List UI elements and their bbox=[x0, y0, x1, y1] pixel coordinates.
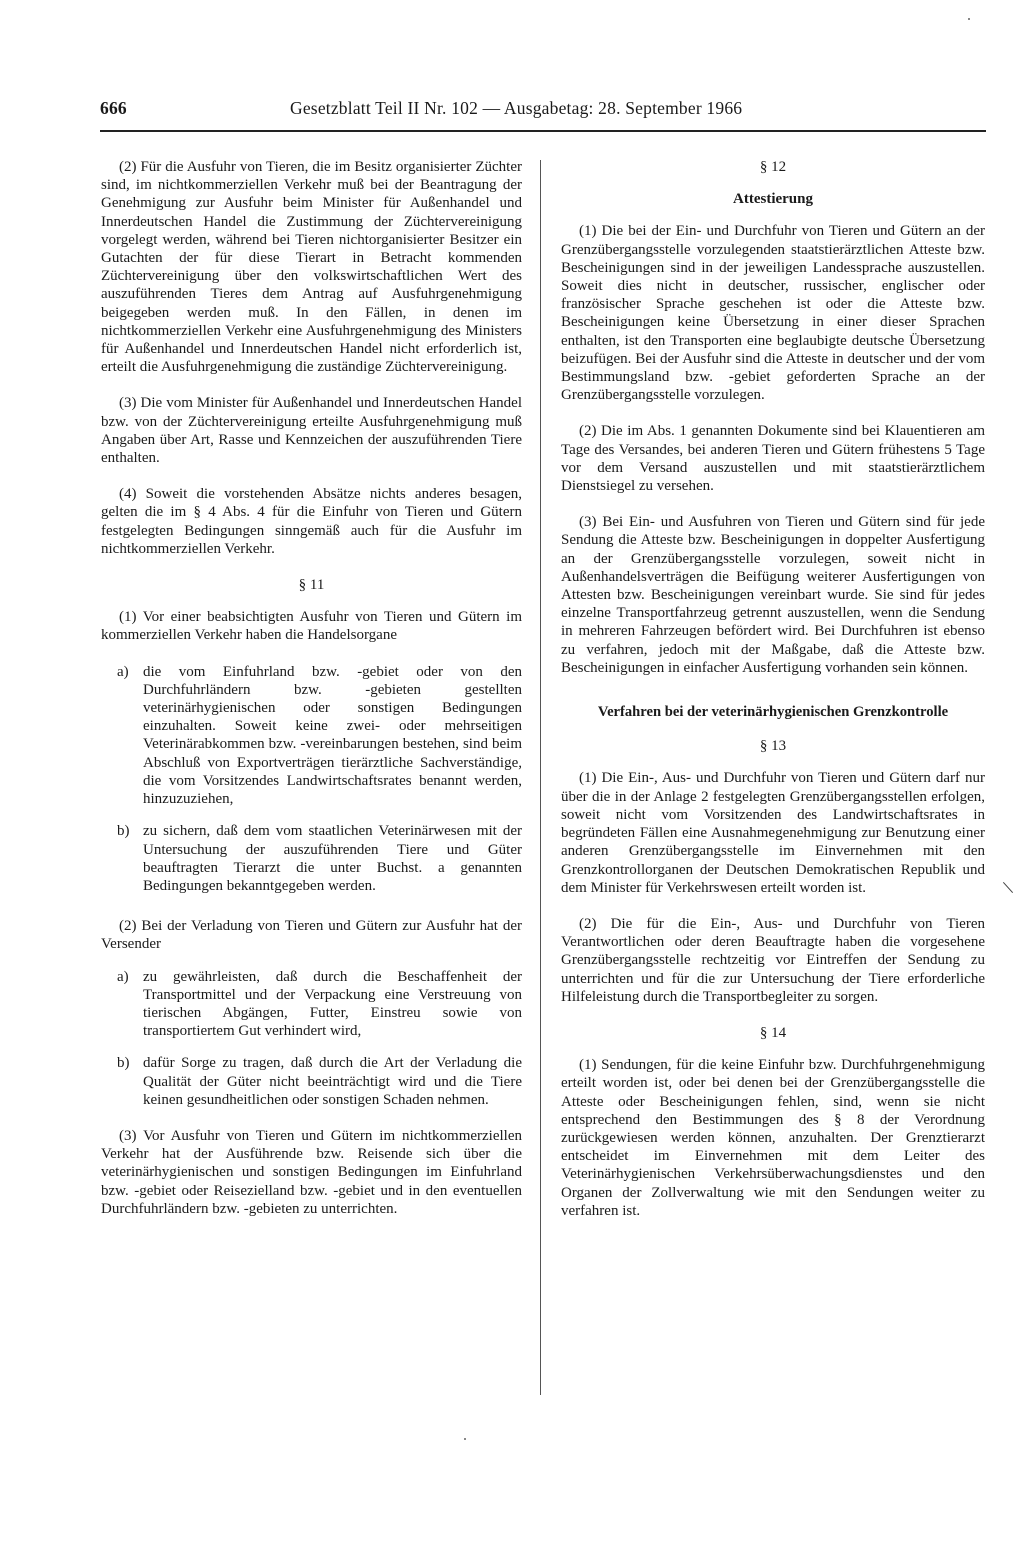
paragraph: (1) Die Ein-, Aus- und Durchfuhr von Tieren und Gütern darf nur über die in der Anlage 2 festgelegten Grenzübergangsstellen erfolgen, soweit nicht vom Vorsitzenden des Landwirtschaftsrates in begründeten Fällen eine Ausnahmegenehmigung zur Benutzung einer anderen Grenzübergangsstelle im Einvernehmen mit den Grenzkontrollorganen der Deutschen Demokratischen Republik und dem Minister für Verkehrswesen erteilt worden ist. bbox=[561, 770, 985, 896]
list-marker: a) bbox=[117, 663, 129, 680]
list-marker: b) bbox=[117, 823, 130, 840]
page-number: 666 bbox=[100, 98, 127, 118]
margin-mark bbox=[1003, 882, 1013, 893]
header-rule bbox=[100, 130, 986, 132]
list-marker: a) bbox=[117, 968, 129, 985]
paragraph: (2) Für die Ausfuhr von Tieren, die im Besitz organisierter Züchter sind, im nichtkommerziellen Verkehr muß bei der Beantragung der Genehmigung zur Ausfuhr beim Minister für Außenhandel und Innerdeutschen Handel die Zustimmung der Züchtervereinigung vorgelegt werden, während bei Tieren nichtorganisierter Besitzer ein Gutachten der für diese Tierart in Betracht kommenden Züchtervereinigung über den volkswirtschaftlichen Wert des auszuführenden Tieres dem Antrag auf Ausfuhrgenehmigung beigegeben werden muß. In den Fällen, in denen im nichtkommerziellen Verkehr eine Ausfuhrgenehmigung des Ministers für Außenhandel und Innerdeutschen Handel nicht erforderlich ist, erteilt die Ausfuhrgenehmigung die zuständige Züchtervereinigung. bbox=[101, 159, 522, 376]
paragraph: (2) Die im Abs. 1 genannten Dokumente sind bei Klauentieren am Tage des Versandes, bei anderen Tieren und Gütern frühestens 5 Tage vor dem Versand auszustellen und mit staatstierärztlichem Dienstsiegel zu versehen. bbox=[561, 423, 985, 495]
paragraph: (3) Bei Ein- und Ausfuhren von Tieren und Gütern sind für jede Sendung die Atteste bzw. Bescheinigungen in doppelter Ausfertigung an der Grenzübergangsstelle vorzulegen, soweit nicht in Außenhandelsverträgen die Beifügung weiterer Ausfertigungen von Attesten bzw. Bescheinigungen vereinbart wurde. Sie sind für jedes einzelne Transportfahrzeug getrennt auszustellen, wenn die Sendung in mehreren Fahrzeugen befördert wird. Bei Durchfuhren ist ebenso zu verfahren, jedoch mit der Maßgabe, daß die Atteste bzw. Bescheinigungen in einfacher Ausfertigung vorhanden sein können. bbox=[561, 514, 985, 676]
paragraph: (3) Vor Ausfuhr von Tieren und Gütern im nichtkommerziellen Verkehr hat der Ausführende bzw. Reisende sich über die veterinärhygienischen und sonstigen Bedingungen im Einfuhrland bzw. -gebiet oder Reisezielland bzw. -gebiet und in den eventuellen Durchfuhrländern bzw. -gebieten zu unterrichten. bbox=[101, 1127, 522, 1217]
paragraph: (3) Die vom Minister für Außenhandel und Innerdeutschen Handel bzw. von der Züchtervereinigung erteilte Ausfuhrgenehmigung muß Angaben über Art, Rasse und Kennzeichen der auszuführenden Tiere enthalten. bbox=[101, 395, 522, 467]
section-number: § 12 bbox=[759, 159, 787, 175]
list-item bbox=[117, 1054, 522, 1109]
list-text: die vom Einfuhrland bzw. -gebiet oder von den Durchfuhrländern bzw. -gebieten gestellten veterinärhygienischen oder sonstigen Bedingungen einzuhalten. Soweit keine zwei- oder mehrseitigen Veterinärabkommen bzw. -vereinbarungen bestehen, sind beim Abschluß von Exportverträgen tierärztliche Sachverständige, die vom Vorsitzendes Landwirtschaftsrates benannt werden, hinzuzuziehen, bbox=[143, 663, 522, 808]
section-title: Attestierung bbox=[733, 191, 813, 208]
list-text: zu gewährleisten, daß durch die Beschaffenheit der Transportmittel und der Verpackung eine Verstreuung von tierischen Abgängen, Futter, Einstreu sowie von transportiertem Gut verhindert wird, bbox=[143, 968, 522, 1040]
section-number: § 11 bbox=[298, 577, 325, 594]
left-column bbox=[101, 158, 522, 1236]
list-text: zu sichern, daß dem vom staatlichen Veterinärwesen mit der Untersuchung der auszuführenden Tiere und Güter beauftragten Tierarzt die unter Buchst. a genannten Bedingungen bekanntgegeben werden. bbox=[143, 823, 522, 894]
list-marker: b) bbox=[117, 1055, 130, 1072]
paragraph: (2) Die für die Ein-, Aus- und Durchfuhr von Tieren Verantwortlichen oder deren Beauftragte haben die vorgesehene Grenzübergangsstelle rechtzeitig vor Eintreffen der Sendung zu unterrichten und für die zur Untersuchung der Tiere erforderliche Hilfeleistung durch die Transportbegleiter zu sorgen. bbox=[561, 915, 985, 1005]
paragraph: (4) Soweit die vorstehenden Absätze nichts anderes besagen, gelten die im § 4 Abs. 4 für die Einfuhr von Tieren und Gütern festgelegten Bedingungen sinngemäß auch für die Ausfuhr im nichtkommerziellen Verkehr. bbox=[101, 486, 522, 557]
paragraph: (1) Die bei der Ein- und Durchfuhr von Tieren und Gütern an der Grenzübergangsstelle vorzulegenden staatstierärztlichen Atteste bzw. Bescheinigungen sind in der jeweiligen Landessprache auszustellen. Soweit dies nicht in deutscher, russischer, englischer oder französischer Sprache geschehen ist oder die Atteste bzw. Bescheinigungen keine Übersetzung in einer dieser Sprachen enthalten, ist den Transporten eine beglaubigte deutsche Übersetzung beizufügen. Bei der Ausfuhr sind die Atteste in deutscher und der vom Bestimmungsland bzw. -gebiet geforderten Sprache an der Grenzübergangsstelle vorzulegen. bbox=[561, 223, 985, 404]
paragraph: (1) Sendungen, für die keine Einfuhr bzw. Durchfuhrgenehmigung erteilt worden ist, oder bei denen bei der Grenzübergangsstelle die Atteste oder Bescheinigungen fehlen, sind, wenn sie nicht entsprechend den Bestimmungen des § 8 der Verordnung zurückgewiesen werden können, anzuhalten. Der Grenztierarzt entscheidet im Einvernehmen mit dem Leiter des Veterinärhygienischen Verkehrsüberwachungsdienstes und den Organen der Zollverwaltung wie mit den Sendungen weiter zu verfahren ist. bbox=[561, 1057, 985, 1219]
section-number: § 13 bbox=[759, 738, 787, 755]
scan-speck bbox=[464, 1438, 466, 1440]
list-item bbox=[117, 968, 522, 1041]
list-item bbox=[117, 822, 522, 895]
list-item bbox=[117, 663, 522, 809]
chapter-heading: Verfahren bei der veterinärhygienischen Grenzkontrolle bbox=[597, 704, 949, 721]
section-number: § 14 bbox=[759, 1024, 787, 1041]
list-text: dafür Sorge zu tragen, daß durch die Art der Verladung die Qualität der Güter nicht beeinträchtigt wird und die Tiere keinen gesundheitlichen oder sonstigen Schaden nehmen. bbox=[143, 1055, 522, 1108]
right-column bbox=[561, 158, 985, 1238]
scan-speck bbox=[968, 18, 970, 20]
paragraph: (2) Bei der Verladung von Tieren und Gütern zur Ausfuhr hat der Versender bbox=[101, 918, 522, 953]
gazette-title: Gesetzblatt Teil II Nr. 102 — Ausgabetag: 28. September 1966 bbox=[290, 98, 743, 118]
column-divider bbox=[540, 160, 541, 1395]
paragraph: (1) Vor einer beabsichtigten Ausfuhr von Tieren und Gütern im kommerziellen Verkehr haben die Handelsorgane bbox=[101, 609, 522, 644]
